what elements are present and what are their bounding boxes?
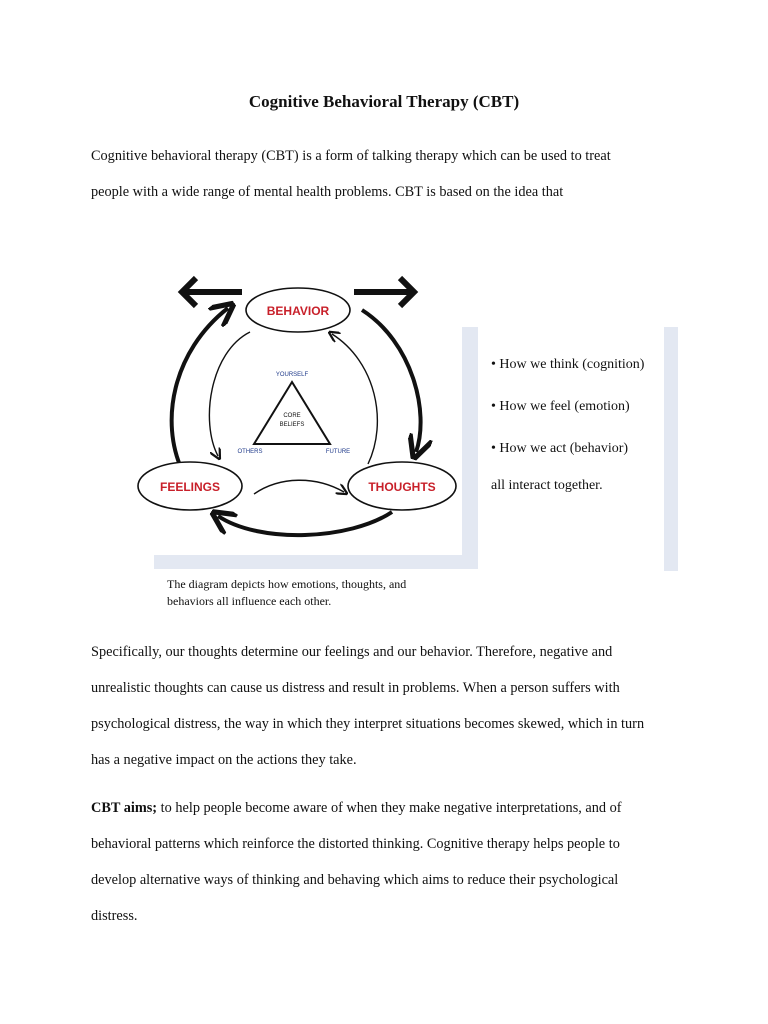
para3-line-2: behavioral patterns which reinforce the distorted thinking. Cognitive therapy helps people to xyxy=(91,836,620,852)
caption-line-1: The diagram depicts how emotions, thoughts, and xyxy=(167,577,407,591)
intro-line-1: Cognitive behavioral therapy (CBT) is a form of talking therapy which can be used to treat xyxy=(91,148,611,164)
inner-arc-right xyxy=(332,334,377,464)
para2-line-2: unrealistic thoughts can cause us distress and result in problems. When a person suffers with xyxy=(91,680,620,696)
outer-arc-left xyxy=(172,308,228,470)
page-title: Cognitive Behavioral Therapy (CBT) xyxy=(248,92,520,111)
behavior-node xyxy=(246,288,350,332)
core-beliefs-triangle xyxy=(237,372,350,455)
cbt-aims-lead: CBT aims; xyxy=(91,800,158,816)
para3-line-1 xyxy=(91,790,691,826)
intro-paragraph xyxy=(91,138,691,210)
interaction-bullet-list xyxy=(491,350,671,476)
para2-line-1: Specifically, our thoughts determine our feelings and our behavior. Therefore, negative and xyxy=(91,644,613,660)
para3-line-3: develop alternative ways of thinking and behaving which aims to reduce their psychological xyxy=(91,872,619,888)
para3-line-1-rest: to help people become aware of when they make negative interpretations, and of xyxy=(157,800,622,816)
para2-line-4: has a negative impact on the actions they take. xyxy=(91,752,357,768)
behavior-label: BEHAVIOR xyxy=(266,304,330,318)
triangle-label-others: OTHERS xyxy=(237,449,263,455)
cbt-aims-paragraph xyxy=(91,790,691,934)
inner-arc-bottom xyxy=(254,480,344,494)
outer-arc-bottom xyxy=(218,512,392,535)
inner-arc-left xyxy=(209,332,250,456)
left-big-arrow xyxy=(182,278,242,306)
para3-line-4: distress. xyxy=(91,908,138,924)
diagram-caption xyxy=(167,576,447,610)
bullet-item-feel: • How we feel (emotion) xyxy=(491,399,630,414)
para2-line-3: psychological distress, the way in which they interpret situations becomes skewed, which in turn xyxy=(91,716,645,732)
thoughts-label: THOUGHTS xyxy=(368,480,436,494)
triangle-label-yourself: YOURSELF xyxy=(275,372,309,378)
triangle-label-beliefs: BELIEFS xyxy=(279,422,305,428)
intro-line-2: people with a wide range of mental health problems. CBT is based on the idea that xyxy=(91,184,564,200)
right-big-arrow xyxy=(354,278,414,306)
feelings-node xyxy=(138,462,242,510)
specifically-paragraph xyxy=(91,634,691,778)
triangle-label-future: FUTURE xyxy=(325,449,351,455)
bullet-item-act: • How we act (behavior) xyxy=(491,441,629,456)
thoughts-node xyxy=(348,462,456,510)
feelings-label: FEELINGS xyxy=(159,480,221,494)
bullet-item-think: • How we think (cognition) xyxy=(491,357,645,372)
caption-line-2: behaviors all influence each other. xyxy=(167,594,332,608)
diagram-frame-right xyxy=(462,327,478,569)
triangle-label-core: CORE xyxy=(283,413,301,419)
outer-arc-right xyxy=(362,310,421,452)
cbt-cycle-diagram xyxy=(130,262,462,552)
diagram-frame-bottom xyxy=(154,555,478,569)
bullet-conclusion: all interact together. xyxy=(491,478,603,493)
